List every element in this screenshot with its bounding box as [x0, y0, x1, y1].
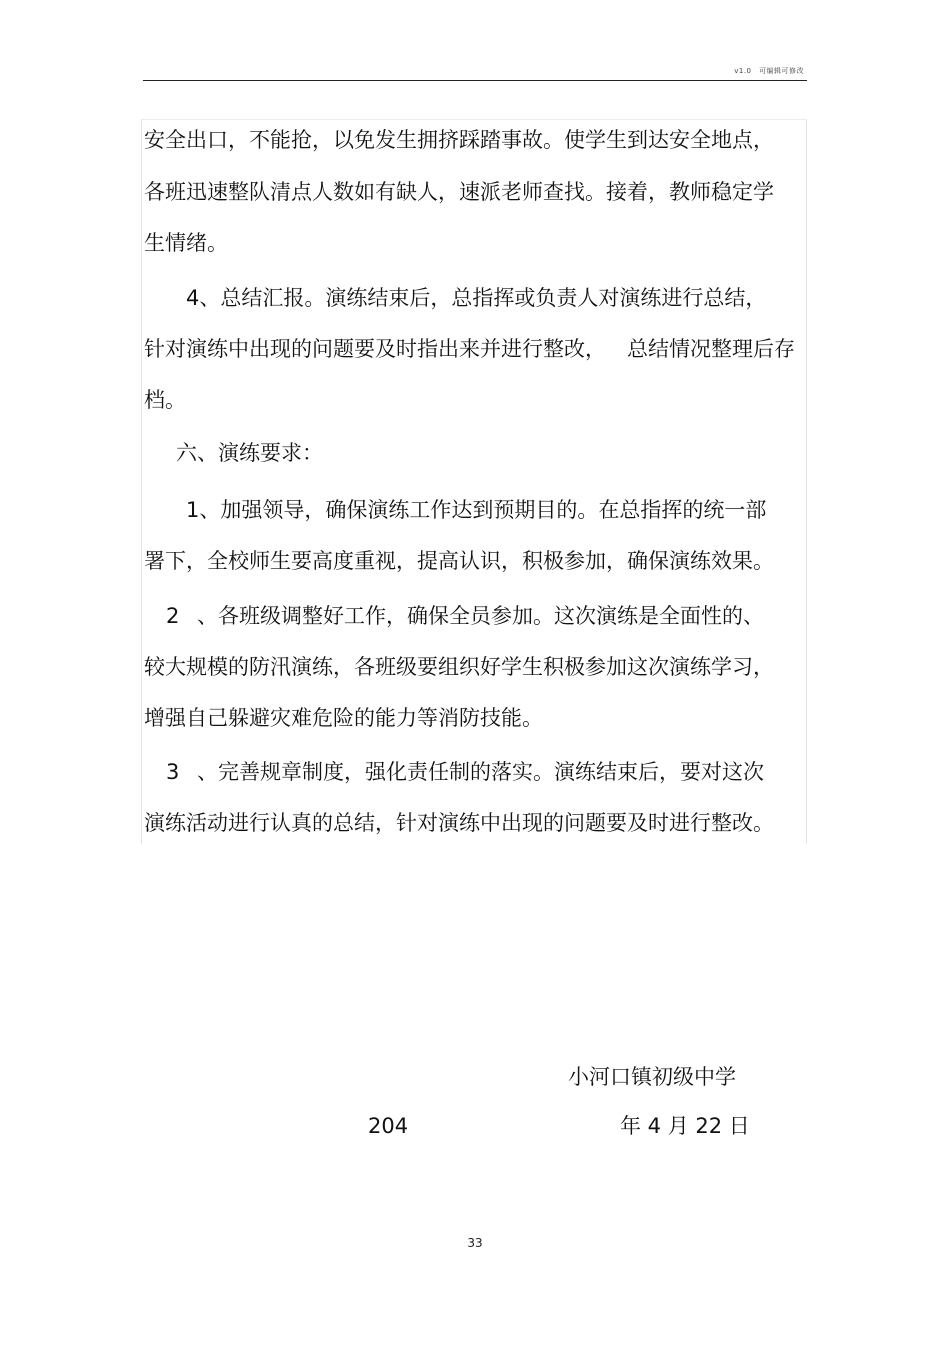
section-heading: 六、演练要求：: [176, 441, 323, 465]
signature-date: 年 4 月 22 日: [620, 1114, 750, 1138]
body-line-5b: 总结情况整理后存: [627, 337, 795, 361]
page-number: 33: [467, 1236, 483, 1250]
body-line-2: 各班迅速整队清点人数如有缺人，速派老师查找。接着，教师稳定学: [144, 180, 774, 204]
body-line-4: 4、总结汇报。演练结束后，总指挥或负责人对演练进行总结，: [186, 286, 767, 310]
body-line-12: 增强自己躲避灾难危险的能力等消防技能。: [144, 706, 543, 730]
body-line-6: 档。: [144, 388, 186, 412]
item-number-2: 2: [166, 604, 180, 628]
body-line-10: 、各班级调整好工作，确保全员参加。这次演练是全面性的、: [197, 604, 764, 628]
body-line-8: 1、加强领导，确保演练工作达到预期目的。在总指挥的统一部: [186, 498, 767, 522]
content-frame: [141, 119, 807, 844]
header-divider: [143, 80, 807, 81]
item-number-3: 3: [166, 760, 180, 784]
body-line-1: 安全出口，不能抢，以免发生拥挤踩踏事故。使学生到达安全地点，: [144, 128, 774, 152]
version-note: v1.0 可编辑可修改: [734, 67, 804, 75]
body-line-13: 、完善规章制度，强化责任制的落实。演练结束后，要对这次: [197, 760, 764, 784]
signature-school: 小河口镇初级中学: [568, 1065, 736, 1089]
signature-year: 204: [368, 1114, 409, 1138]
body-line-5a: 针对演练中出现的问题要及时指出来并进行整改，: [144, 337, 606, 361]
body-line-14: 演练活动进行认真的总结，针对演练中出现的问题要及时进行整改。: [144, 811, 774, 835]
body-line-11: 较大规模的防汛演练，各班级要组织好学生积极参加这次演练学习，: [144, 655, 774, 679]
body-line-9: 署下，全校师生要高度重视，提高认识，积极参加，确保演练效果。: [144, 549, 774, 573]
body-line-3: 生情绪。: [144, 231, 228, 255]
